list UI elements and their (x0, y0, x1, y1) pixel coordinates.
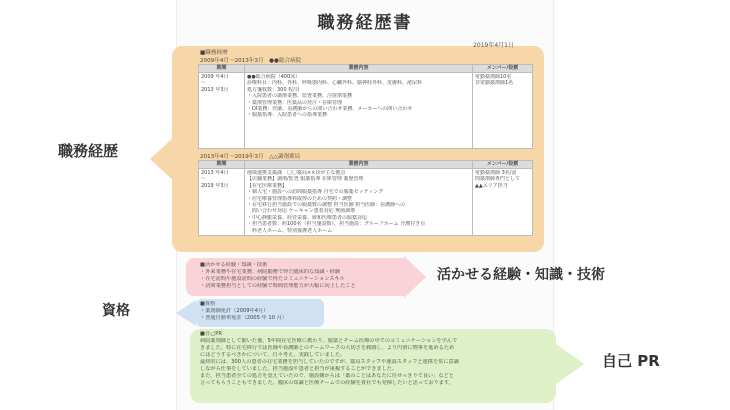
pr-line: また、担当患者全ての処方を覚えていたので、施設側からは「薬のことはあなたに任せっきりで良い」などと (200, 373, 454, 379)
label-career: 職務経歴 (58, 142, 119, 160)
skills-callout-arrow (404, 256, 426, 298)
pr-section (200, 331, 550, 387)
pr-line: 言ってもらうこともできました。臨床の知識と医療チームでの経験を貴社でも発揮したいと思っております。 (200, 380, 454, 386)
job2-content-cell: 地域連携支援課 〇〇薬局××店が主な拠点 【店舗業務】調剤/監査 服薬指導 在庫管理 薬歴管理 【在宅医療業務】 ・個人宅・施設への訪問服薬指導 自宅での服薬セッティング ・居宅療養管理指導料取得のための契約・調整 ・在宅移行担当施設での服薬数の調整 担当医師 担当医師：看護師への 問い合わせ対応 ケーキャン患者対応 無菌調剤 ・中心静脈栄養、経管栄養、緩和医療患者の服薬対応 ・担当患者数：約100名（担当施設数）、担当施設：グループホーム 介護付き有 料老人ホーム、特別養護老人ホーム (245, 169, 473, 236)
license-item: ・普通自動車免許（2005 年 10 月） (200, 315, 287, 321)
skill-item: ・在宅訪問や施設訪問の経験で得たコミュニケーションスキル (200, 276, 345, 282)
pr-line: しながら仕事をしていました。担当施設や患者と担当が重複することができました。 (200, 366, 398, 372)
license-callout-arrow (176, 300, 196, 326)
skill-item: ・外来業務や在宅業務、病院勤務で得た臨床的な知識・経験 (200, 269, 341, 275)
header-period: 期間 (199, 65, 245, 73)
skill-item: ・訪問業務担当としての経験で時間管理能力が大幅に向上したこと (200, 283, 356, 289)
pr-callout-arrow (556, 344, 584, 384)
document-title: 職務経歴書 (317, 13, 413, 33)
career-section-title: ■職務経歴 (200, 50, 228, 56)
document-date: 2019年4月1日 (473, 42, 514, 49)
job1-table (198, 64, 533, 149)
skills-section-title: ■活かせる経験・知識・技術 (200, 262, 268, 268)
skills-section (200, 262, 356, 290)
license-item: ・薬剤師免許（2009年4月） (200, 308, 269, 314)
job1-period-line: 2009年4月〜2013年3月 ●●総合病院 (200, 58, 302, 64)
job2-period-cell: 2013 年4月 〜 2019 年3月 (199, 169, 245, 236)
label-skills: 活かせる経験・知識・技術 (437, 267, 605, 283)
job2-period-line: 2013年4月〜2019年3月 △△調剤薬局 (200, 154, 301, 160)
license-section-title: ■資格 (200, 301, 216, 307)
pr-line: 病院薬剤師として勤いた後、5年間在宅医療に携わり、服薬とチーム医療の中でのコミュニケーションを学んで (200, 338, 458, 344)
career-callout-arrow (150, 135, 176, 183)
job2-role-cell: 常勤薬剤師 3名/訪 問薬剤師専門として ▲▲エリア担当 (473, 169, 533, 236)
pr-section-title: ■自己PR (200, 331, 223, 337)
header-role: メンバー/役割 (473, 65, 533, 73)
label-license: 資格 (102, 303, 130, 319)
pr-line: にはどうするべきかについて、日々考え、実践していました。 (200, 352, 346, 358)
header-period: 期間 (199, 161, 245, 169)
label-pr: 自己 PR (602, 352, 660, 370)
job1-role-cell: 常勤薬剤師10名 非常勤薬剤師1名 (473, 73, 533, 149)
job2-table (198, 160, 533, 236)
header-content: 業務内容 (245, 65, 473, 73)
header-role: メンバー/役割 (473, 161, 533, 169)
pr-line: きました。特に在宅移行では医師や看護師とのチームワークの大切さを痛感し、より円滑に物事を進めるため (200, 345, 455, 351)
header-content: 業務内容 (245, 161, 473, 169)
job1-content-cell: ●●総合病院（400床） 診療科目：内科、外科、呼吸器内科、心臓外科、脳神経外科、皮膚科、泌尿科 処方箋枚数：300 枚/日 ・入院患者の調剤業務、監査業務、注射剤業務 ・薬剤管理業務：医薬品の発注・在庫管理 ・DI業務：医師、看護師からの問い合わせ業務、メーカーへの問い合わせ ・服薬指導：入院患者への指導業務 (245, 73, 473, 149)
pr-line: 最終的には、300人の患者の在宅業務を担当していたのですが、薬局スタッフや施設スタッフと連携を常に意識 (200, 359, 459, 365)
license-section (200, 301, 287, 322)
job1-period-cell: 2009 年4月 〜 2013 年3月 (199, 73, 245, 149)
